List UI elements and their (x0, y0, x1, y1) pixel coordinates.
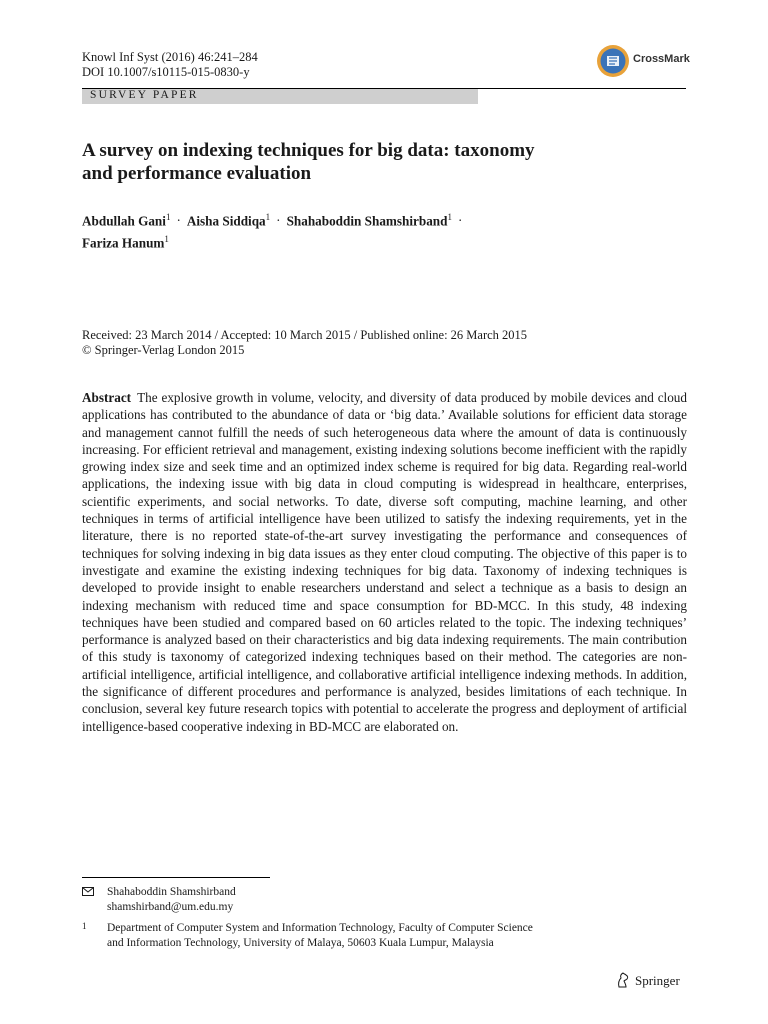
publication-history (82, 328, 682, 358)
affiliation-number: 1 (82, 921, 87, 931)
publisher-name: Springer (635, 973, 680, 988)
crossmark-badge[interactable] (596, 44, 696, 78)
envelope-icon (82, 887, 94, 896)
author-name: Aisha Siddiqa (186, 213, 266, 229)
author-separator: · (457, 213, 463, 229)
abstract (82, 389, 687, 735)
section-badge (82, 89, 478, 104)
author-list (82, 208, 682, 253)
footnote-rule (82, 877, 270, 878)
journal-citation: Knowl Inf Syst (2016) 46:241–284 (82, 50, 258, 64)
abstract-label: Abstract (82, 390, 132, 405)
paper-title (82, 139, 682, 185)
copyright-line: © Springer-Verlag London 2015 (82, 343, 245, 357)
journal-info (82, 50, 258, 80)
author-name: Shahaboddin Shamshirband (286, 213, 448, 229)
author-name: Abdullah Gani (82, 213, 166, 229)
crossmark-icon (596, 44, 630, 78)
corresponding-author: Shahaboddin Shamshirband (107, 886, 236, 898)
author-separator: · (176, 213, 181, 229)
springer-horse-icon (616, 972, 630, 988)
author-name: Fariza Hanum (82, 235, 165, 251)
abstract-text: The explosive growth in volume, velocity, and diversity of data produced by mobile devices and cloud applications has contributed to the abundance of data or ‘big data.’ Available solutions for efficient data storage and management cannot fulfill the needs of such heterogeneous data where the amount of data is continuously increasing. For efficient retrieval and management, existing indexing solutions become inefficient with the rapidly growing index size and seek time and an optimized index scheme is required for big data. Regarding real-world applications, the indexing issue with big data in cloud computing is widespread in healthcare, enterprises, scientific experiments, and social networks. To date, diverse soft computing, machine learning, and other techniques in terms of artificial intelligence have been utilized to satisfy the indexing requirements, yet in the literature, there is no reported state-of-the-art survey investigating the performance and consequences of techniques for solving indexing in big data issues as they enter cloud computing. The objective of this paper is to investigate and examine the existing indexing techniques for big data. Taxonomy of indexing techniques is developed to provide insight to enable researchers understand and select a technique as a basis to design an indexing mechanism with reduced time and space consumption for BD-MCC. In this study, 48 indexing techniques have been studied and compared based on 60 articles related to the topic. The indexing techniques’ performance is analyzed based on their characteristics and big data indexing requirements. The main contribution of this study is taxonomy of categorized indexing techniques based on their method. The categories are non-artificial intelligence, artificial intelligence, and collaborative artificial intelligence indexing methods. In addition, the significance of different procedures and performance is analyzed, besides limitations of each technique. In conclusion, several key future research topics with potential to accelerate the progress and deployment of artificial intelligence-based cooperative indexing in BD-MCC are elaborated on. (82, 390, 687, 734)
author-affiliation-mark: 1 (164, 234, 169, 245)
author-affiliation-mark: 1 (447, 212, 452, 222)
author-separator: · (276, 213, 281, 229)
title-line: and performance evaluation (82, 163, 312, 184)
affiliation-line: and Information Technology, University of Malaya, 50603 Kuala Lumpur, Malaysia (107, 937, 494, 949)
doi: DOI 10.1007/s10115-015-0830-y (82, 65, 250, 79)
affiliation-line: Department of Computer System and Information Technology, Faculty of Computer Science (107, 922, 533, 934)
corresponding-email[interactable]: shamshirband@um.edu.my (107, 901, 234, 913)
dates-line: Received: 23 March 2014 / Accepted: 10 March 2015 / Published online: 26 March 2015 (82, 328, 528, 342)
title-line: A survey on indexing techniques for big data: taxonomy (82, 140, 535, 161)
author-affiliation-mark: 1 (165, 212, 171, 222)
section-label: SURVEY PAPER (90, 89, 199, 101)
crossmark-label: CrossMark (633, 53, 690, 65)
author-affiliation-mark: 1 (265, 212, 271, 222)
